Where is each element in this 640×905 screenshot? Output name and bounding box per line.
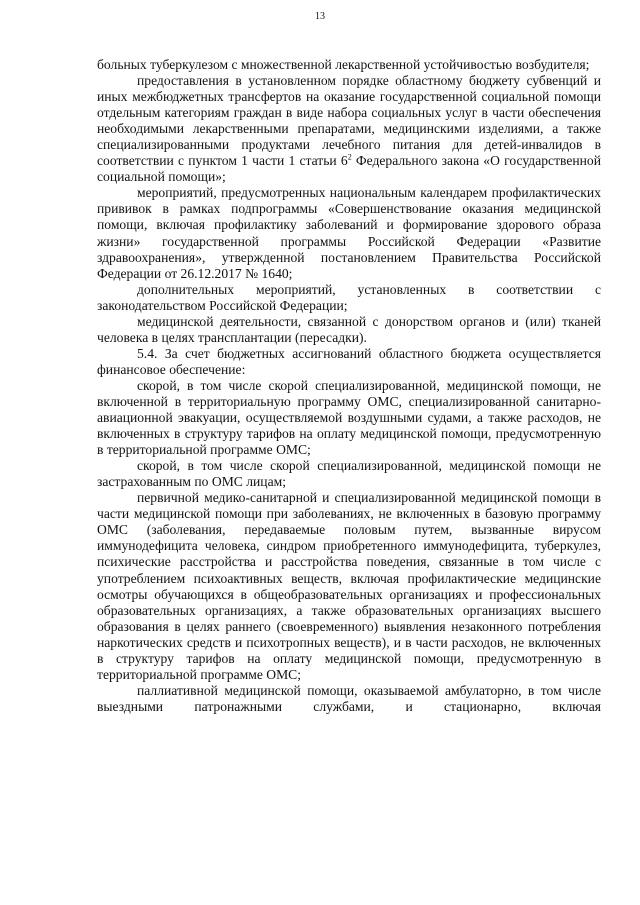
paragraph-text: медицинской деятельности, связанной с донорством органов и (или) тканей человека в целях трансплантации (пересадки). [97,313,601,345]
paragraph [97,458,601,490]
paragraph-text: скорой, в том числе скорой специализированной, медицинской помощи, не включенной в территориальную программу ОМС, специализированной санитарно-авиационной эвакуации, осуществляемой воздушными судами, а также расходов, не включенных в структуру тарифов на оплату медицинской помощи, предусмотренную в территориальной программе ОМС; [97,377,601,458]
section-heading-paragraph [97,346,601,378]
paragraph [97,185,601,281]
paragraph [97,683,601,715]
paragraph-text: первичной медико-санитарной и специализированной медицинской помощи в части медицинской помощи при заболеваниях, не включенных в базовую программу ОМС (заболевания, передаваемые половым путем, вызванные вирусом иммунодефицита человека, синдром приобретенного иммунодефицита, туберкулез, психические расстройства и расстройства поведения, связанные в том числе с употреблением психоактивных веществ, включая профилактические медицинские осмотры обучающихся в общеобразовательных организациях и профессиональных образовательных организациях, а также образовательных организациях высшего образования в целях раннего (своевременного) выявления незаконного потребления наркотических средств и психотропных веществ), и в части расходов, не включенных в структуру тарифов на оплату медицинской помощи, предусмотренную в территориальной программе ОМС; [97,490,601,682]
paragraph [97,57,601,73]
paragraph-text: скорой, в том числе скорой специализированной, медицинской помощи не застрахованным по ОМС лицам; [97,458,601,490]
paragraph [97,378,601,458]
paragraph-text: больных туберкулезом с множественной лекарственной устойчивостью возбудителя; [97,57,590,72]
page-number: 13 [315,11,325,22]
paragraph-text: дополнительных мероприятий, установленных в соответствии с законодательством Российской Федерации; [97,281,601,313]
paragraph-text: паллиативной медицинской помощи, оказываемой амбулаторно, в том числе выездными патронажными службами, и стационарно, включая [97,682,601,714]
document-body [97,57,601,715]
paragraph-text: 5.4. За счет бюджетных ассигнований областного бюджета осуществляется финансовое обеспечение: [97,345,601,377]
paragraph [97,282,601,314]
paragraph-text-continued: Федерального закона «О государственной социальной помощи»; [97,153,601,185]
paragraph-text: мероприятий, предусмотренных национальным календарем профилактических прививок в рамках подпрограммы «Совершенствование оказания медицинской помощи, включая профилактику заболеваний и формирование здорового образа жизни» государственной программы Российской Федерации «Развитие здравоохранения», утвержденной постановлением Правительства Российской Федерации от 26.12.2017 № 1640; [97,185,601,281]
paragraph-text: предоставления в установленном порядке областному бюджету субвенций и иных межбюджетных трансфертов на оказание государственной социальной помощи отдельным категориям граждан в виде набора социальных услуг в части обеспечения необходимыми лекарственными препаратами, медицинскими изделиями, а также специализированными продуктами лечебного питания для детей-инвалидов в соответствии с пунктом 1 части 1 статьи 6 [97,73,601,169]
superscript: 2 [347,152,352,162]
paragraph [97,490,601,683]
paragraph [97,314,601,346]
paragraph [97,73,601,185]
